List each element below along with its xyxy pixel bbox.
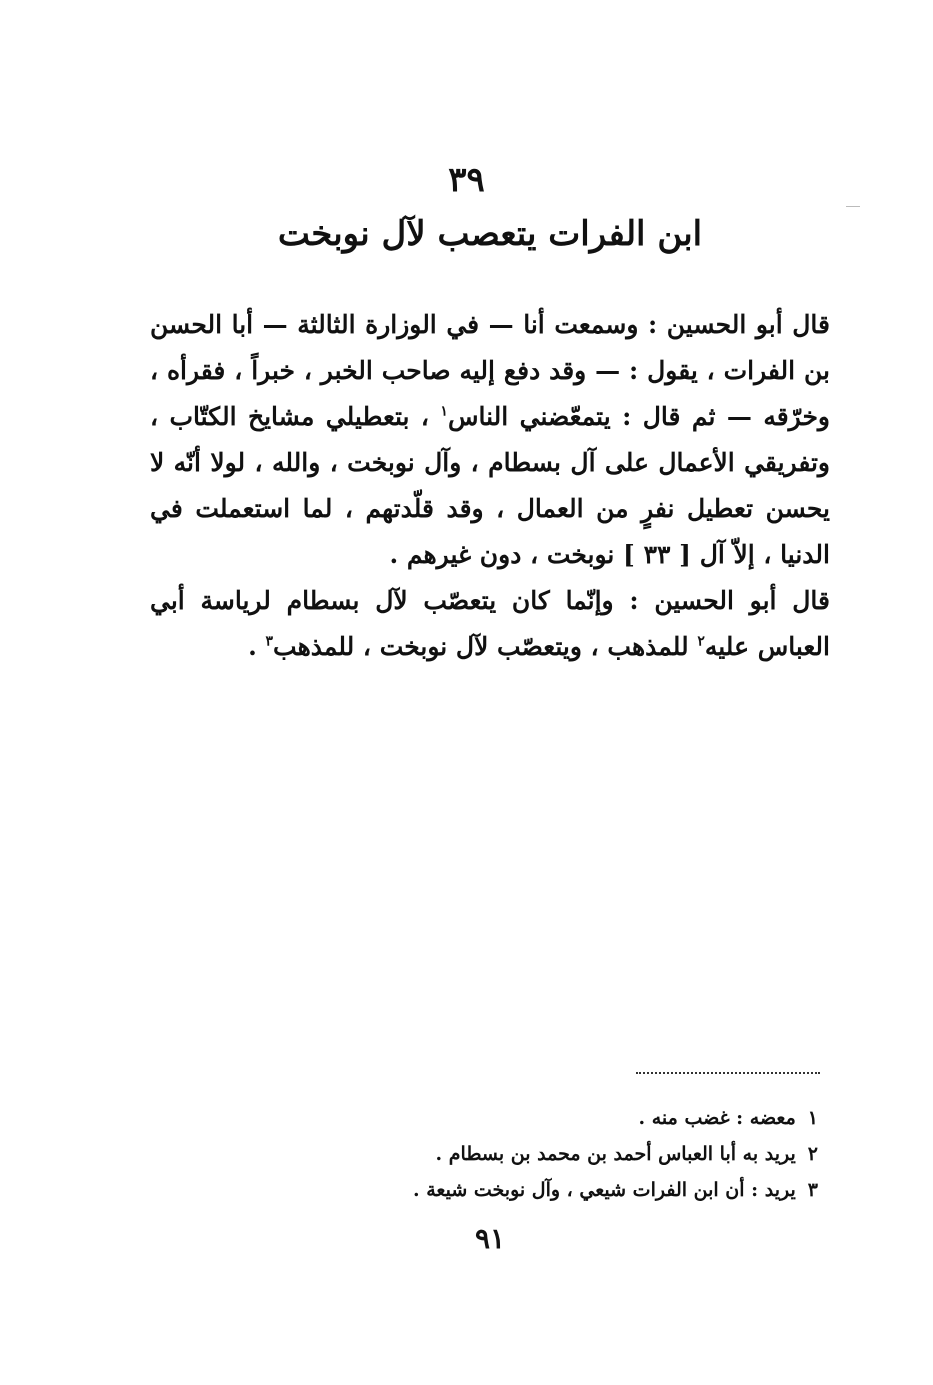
chapter-title: ابن الفرات يتعصب لآل نوبخت [277,214,703,254]
footnote-separator [636,1072,820,1074]
paragraph-1-text: قال أبو الحسين : وسمعت أنا — في الوزارة الثالثة — أبا الحسن بن الفرات ، يقول : — وقد دفع إليه صاحب الخبر ، خبراً ، فقرأه ، وخرّقه — ثم قال : يتمعّضني الناس [150,310,830,431]
footnote-1 [150,1100,818,1136]
paragraph-2 [150,578,830,670]
footnote-ref-3: ٣ [265,633,274,650]
footnotes [150,1100,818,1208]
paragraph-2-text: قال أبو الحسين : وإنّما كان يتعصّب لآل بسطام لرياسة أبي العباس عليه [150,586,830,661]
footnote-text: معضه : غضب منه . [638,1107,796,1129]
footnote-2 [150,1136,818,1172]
paragraph-1-continuation: ، بتعطيلي مشايخ الكتّاب ، وتفريقي الأعمال على آل بسطام ، وآل نوبخت ، والله ، لولا أنّه لا يحسن تعطيل نفرٍ من العمال ، وقد قلّدتهم ، لما استعملت في الدنيا ، إلاّ آل [ ٣٣ ] نوبخت ، دون غيرهم . [150,402,830,569]
footnote-text: يريد به أبا العباس أحمد بن محمد بن بسطام . [435,1143,796,1165]
footnote-number: ٢ [807,1143,818,1165]
scan-artifact [846,206,860,207]
footnote-number: ٣ [807,1179,818,1201]
chapter-number: ٣٩ [448,160,485,200]
footnote-number: ١ [807,1107,818,1129]
footnote-ref-1: ١ [440,403,448,420]
footnote-ref-2: ٢ [697,633,705,650]
paragraph-2-end: . [248,632,266,661]
paragraph-2-continuation: للمذهب ، ويتعصّب لآل نوبخت ، للمذهب [273,632,698,661]
footnote-text: يريد : أن ابن الفرات شيعي ، وآل نوبخت شيعة . [413,1179,796,1201]
main-text [150,302,830,670]
paragraph-1 [150,302,830,578]
page-number: ٩١ [474,1222,506,1255]
footnote-3 [150,1172,818,1208]
